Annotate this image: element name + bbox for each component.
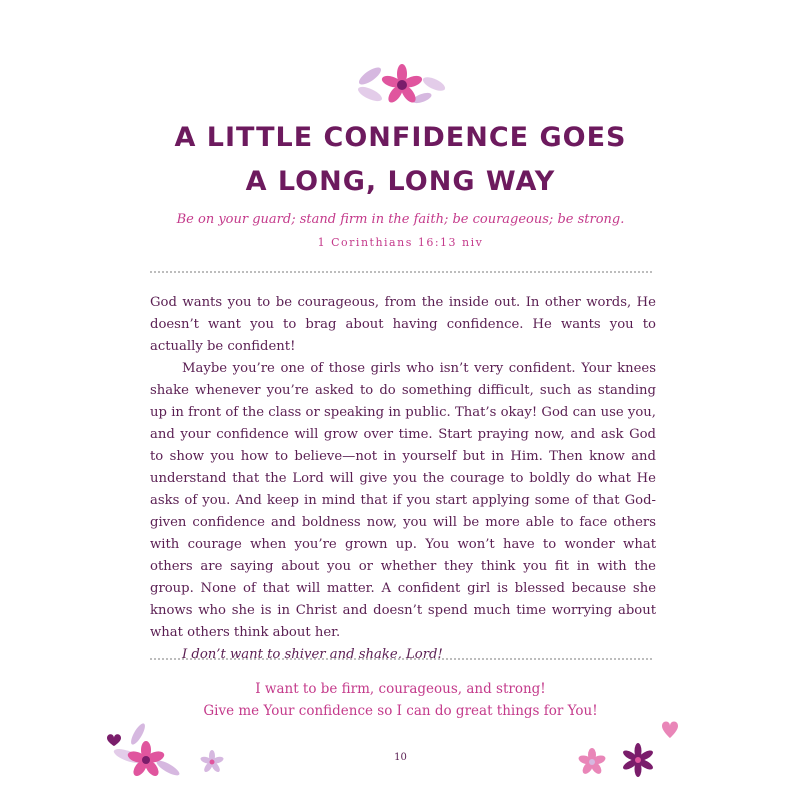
heart-icon xyxy=(107,734,121,746)
closing-prayer-line-1: I want to be firm, courageous, and strong! xyxy=(255,681,546,697)
devotional-body xyxy=(150,292,656,666)
body-paragraph-2: Maybe you’re one of those girls who isn’t very confident. Your knees shake whenever you’re asked to do something difficult, such as standing up in front of the class or speaking in public. That’s okay! God can use you, and your confidence will grow over time. Start praying now, and ask God to show you how to believe—not in yourself but in Him. Then know and understand that the Lord will give you the courage to boldly do what He asks of you. And keep in mind that if you start applying some of that God-given confidence and boldness now, you will be more able to face others with courage when you’re grown up. You won’t have to wonder what others are saying about you or whether they think you fit in with the group. None of that will matter. A confident girl is blessed because she knows who she is in Christ and doesn’t spend much time worrying about what others think about her. xyxy=(150,361,656,640)
body-paragraph-1: God wants you to be courageous, from the inside out. In other words, He doesn’t want you to brag about having confidence. He wants you to actually be confident! xyxy=(150,295,656,354)
top-flower-ornament xyxy=(352,58,452,110)
scripture-verse: Be on your guard; stand firm in the faith; be courageous; be strong. xyxy=(176,212,625,227)
scripture-reference: 1 Corinthians 16:13 niv xyxy=(317,236,484,249)
top-dotted-divider xyxy=(150,271,652,273)
bottom-dotted-divider xyxy=(150,658,652,660)
heart-icon xyxy=(662,722,678,739)
flower-icon xyxy=(577,748,606,776)
page-title-line-1: A LITTLE CONFIDENCE GOES xyxy=(174,122,627,153)
page-number: 10 xyxy=(394,752,407,763)
prayer-line: I don’t want to shiver and shake, Lord! xyxy=(182,647,443,662)
closing-prayer-line-2: Give me Your confidence so I can do great things for You! xyxy=(203,703,598,719)
bottom-right-flowers xyxy=(566,716,686,786)
flower-icon xyxy=(622,743,655,777)
page-title-line-2: A LONG, LONG WAY xyxy=(245,166,556,197)
